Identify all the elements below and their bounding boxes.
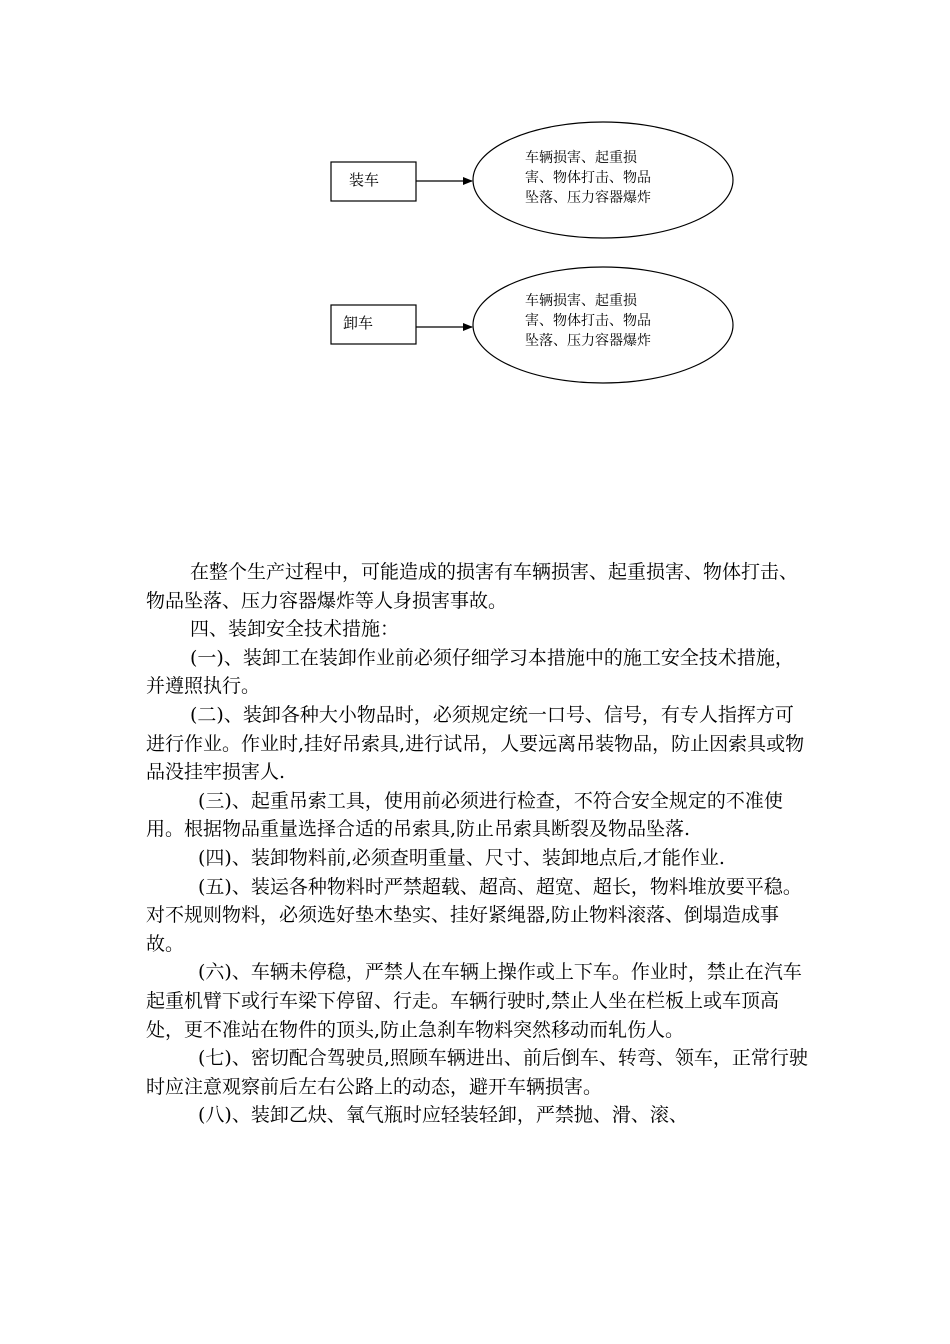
section-heading: 四、装卸安全技术措施： — [190, 618, 400, 641]
measure-item: (四)、装卸物料前,必须查明重量、尺寸、装卸地点后,才能作业. — [198, 846, 725, 869]
hazard-line: 害、物体打击、物品 — [525, 170, 651, 186]
process-label-loading: 装车 — [349, 171, 380, 189]
paragraph-summary: 在整个生产过程中，可能造成的损害有车辆损害、起重损害、物体打击、物品坠落、压力容器爆炸等人身损害事故。 — [146, 561, 799, 612]
measure-item: (二)、装卸各种大小物品时，必须规定统一口号、信号，有专人指挥方可进行作业。作业时,挂好吊索具,进行试吊，人要远离吊装物品，防止因索具或物品没挂牢损害人. — [146, 703, 805, 784]
process-label-unloading: 卸车 — [343, 314, 374, 332]
measure-item: (五)、装运各种物料时严禁超载、超高、超宽、超长，物料堆放要平稳。对不规则物料，必须选好垫木垫实、挂好紧绳器,防止物料滚落、倒塌造成事故。 — [146, 875, 802, 955]
hazard-line: 害、物体打击、物品 — [525, 313, 651, 329]
measure-item: (七)、密切配合驾驶员,照顾车辆进出、前后倒车、转弯、领车，正常行驶时应注意观察前后左右公路上的动态，避开车辆损害。 — [146, 1047, 808, 1098]
hazard-text-unloading — [525, 291, 687, 351]
measure-item: (一)、装卸工在装卸作业前必须仔细学习本措施中的施工安全技术措施，并遵照执行。 — [146, 646, 794, 698]
diagram-shapes — [0, 0, 950, 420]
measure-item: (三)、起重吊索工具，使用前必须进行检查，不符合安全规定的不准使用。根据物品重量选择合适的吊索具,防止吊索具断裂及物品坠落. — [146, 789, 783, 841]
hazard-line: 坠落、压力容器爆炸 — [525, 333, 651, 349]
document-body — [146, 558, 810, 1130]
hazard-line: 车辆损害、起重损 — [525, 150, 637, 166]
measure-item: (八)、装卸乙炔、氧气瓶时应轻装轻卸，严禁抛、滑、滚、 — [198, 1104, 688, 1127]
hazard-flow-diagram — [0, 0, 950, 420]
hazard-line: 车辆损害、起重损 — [525, 293, 637, 309]
measure-item: (六)、车辆未停稳，严禁人在车辆上操作或上下车。作业时，禁止在汽车起重机臂下或行车梁下停留、行走。车辆行驶时,禁止人坐在栏板上或车顶高处，更不准站在物件的顶头,防止急刹车物料突然移动而轧伤人。 — [146, 961, 802, 1041]
hazard-line: 坠落、压力容器爆炸 — [525, 190, 651, 206]
hazard-text-loading — [525, 148, 687, 208]
